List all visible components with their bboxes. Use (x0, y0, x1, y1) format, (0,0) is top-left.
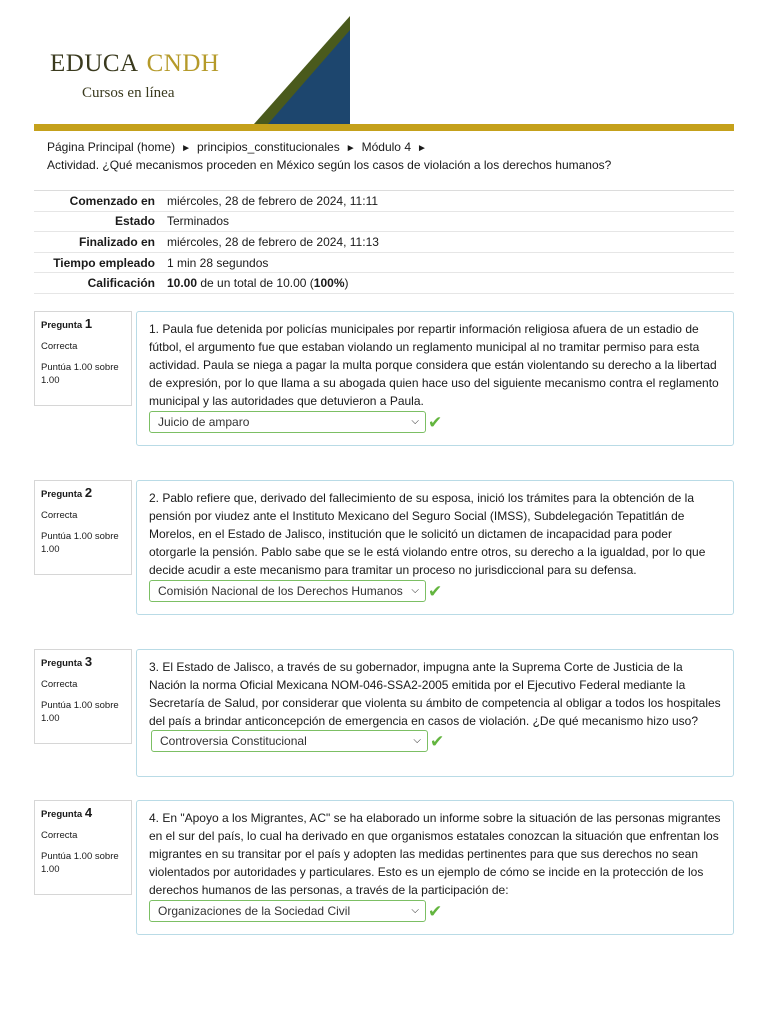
correct-check-icon: ✔ (428, 901, 443, 921)
breadcrumb-separator-icon: ► (181, 143, 191, 154)
logo-accent-text: CNDH (146, 50, 220, 77)
answer-selected-value: Juicio de amparo (158, 415, 250, 429)
question-number: 4 (84, 805, 93, 820)
summary-row-finished (34, 232, 734, 253)
question-number: 3 (84, 654, 93, 669)
question-state: Correcta (41, 341, 78, 352)
question-number: 1 (84, 316, 93, 331)
summary-label: Estado (114, 214, 155, 229)
question-text: 1. Paula fue detenida por policías municipales por repartir información religiosa afuera de un estadio de fútbol, el argumento fue que estaban violando un reglamento municipal al no tramitar permiso para esta actividad. Paula se niega a pagar la multa porque considera que están violentando su derecho a la libertad de expresión, por lo que llama a su abogada quien hace uso del siguiente mecanismo contra el reglamento municipal y las autoridades que detuvieron a Paula. (149, 322, 719, 408)
chevron-down-icon: ⌵ (411, 585, 419, 596)
question-grade: Puntúa 1.00 sobre 1.00 (41, 362, 119, 386)
question-grade: Puntúa 1.00 sobre 1.00 (41, 851, 119, 875)
answer-select[interactable] (149, 900, 426, 922)
question-label: Pregunta (41, 809, 83, 820)
question-content (136, 311, 734, 446)
question-content (136, 480, 734, 615)
answer-select[interactable] (151, 730, 428, 752)
attempt-summary-table (34, 190, 734, 294)
question-info (34, 480, 132, 575)
answer-select[interactable] (149, 580, 426, 602)
breadcrumb-separator-icon: ► (345, 143, 356, 154)
answer-selected-value: Organizaciones de la Sociedad Civil (158, 904, 351, 918)
question-info (34, 311, 132, 406)
grade-percent: 100% (313, 276, 345, 291)
chevron-down-icon: ⌵ (411, 905, 419, 916)
logo-emblem-icon (254, 16, 350, 124)
logo-main-text: EDUCA (50, 50, 139, 77)
header-divider (34, 124, 734, 131)
correct-check-icon: ✔ (428, 412, 443, 432)
question-grade: Puntúa 1.00 sobre 1.00 (41, 700, 119, 724)
question-state: Correcta (41, 679, 78, 690)
question-state: Correcta (41, 830, 78, 841)
breadcrumb-course-link[interactable]: principios_constitucionales (196, 140, 340, 154)
summary-label: Calificación (87, 276, 155, 291)
summary-value: 1 min 28 segundos (167, 255, 269, 270)
question-info (34, 800, 132, 895)
question-text: 3. El Estado de Jalisco, a través de su gobernador, impugna ante la Suprema Corte de Justicia de la Nación la norma Oficial Mexicana NOM-046-SSA2-2005 emitida por el Ejecutivo Federal mediante la Secretaría de Salud, por considerar que violenta su ámbito de competencia al obligar a todos los hospitales del país a brindar anticoncepción de emergencia en casos de violación. ¿De qué mecanismo hizo uso? (149, 660, 721, 728)
grade-score: 10.00 (167, 276, 198, 291)
question-info (34, 649, 132, 744)
summary-value: miércoles, 28 de febrero de 2024, 11:13 (167, 234, 379, 249)
question-state: Correcta (41, 510, 78, 521)
question-content (136, 649, 734, 777)
summary-value: Terminados (167, 214, 230, 229)
logo-subtitle: Cursos en línea (82, 85, 175, 101)
answer-selected-value: Controversia Constitucional (160, 734, 307, 748)
question-number: 2 (84, 485, 93, 500)
question-label: Pregunta (41, 658, 83, 669)
summary-label: Tiempo empleado (53, 255, 155, 270)
question-content (136, 800, 734, 935)
answer-selected-value: Comisión Nacional de los Derechos Humanos (158, 584, 403, 598)
chevron-down-icon: ⌵ (413, 735, 421, 746)
breadcrumb-activity-link[interactable]: Actividad. ¿Qué mecanismos proceden en México según los casos de violación a los derechos humanos? (47, 158, 612, 172)
question-text: 2. Pablo refiere que, derivado del fallecimiento de su esposa, inició los trámites para la obtención de la pensión por viudez ante el Instituto Mexicano del Seguro Social (IMSS), Subdelegación Tepatitlán de Morelos, en el Estado de Jalisco, institución que le solicitó un dictamen de incapacidad para poder otorgarle la pensión. Pablo sabe que se le está violando entre otros, su derecho a la igualdad, por lo que decide acudir a este mecanismo para tramitar un proceso no jurisdiccional para su defensa. (149, 491, 706, 577)
correct-check-icon: ✔ (428, 581, 443, 601)
chevron-down-icon: ⌵ (411, 416, 419, 427)
summary-value (167, 276, 734, 290)
logo-title[interactable] (50, 50, 219, 78)
grade-close: ) (344, 276, 349, 291)
question-text: 4. En "Apoyo a los Migrantes, AC" se ha elaborado un informe sobre la situación de las personas migrantes en el sur del país, lo cual ha derivado en que organismos estatales conozcan la situación que enfrentan los migrantes en su transitar por el país y adopten las medidas pertinentes para que sus derechos no sean violentados por autoridades y particulares. Esto es un ejemplo de cómo se incide en la protección de los derechos humanos de las personas, a través de la participación de: (149, 811, 721, 897)
answer-select[interactable] (149, 411, 426, 433)
question-grade: Puntúa 1.00 sobre 1.00 (41, 531, 119, 555)
breadcrumb-module-link[interactable]: Módulo 4 (361, 140, 411, 154)
breadcrumb (47, 139, 737, 174)
summary-label: Finalizado en (78, 234, 155, 249)
correct-check-icon: ✔ (430, 731, 445, 751)
site-header (0, 0, 768, 124)
summary-row-started (34, 191, 734, 212)
summary-row-grade (34, 273, 734, 294)
question-label: Pregunta (41, 489, 83, 500)
breadcrumb-home-link[interactable]: Página Principal (home) (47, 140, 176, 154)
breadcrumb-separator-icon: ► (417, 143, 427, 154)
question-label: Pregunta (41, 320, 83, 331)
summary-row-state (34, 212, 734, 233)
summary-row-time-taken (34, 253, 734, 274)
grade-total: de un total de 10.00 ( (197, 276, 314, 291)
summary-label: Comenzado en (69, 193, 155, 208)
summary-value: miércoles, 28 de febrero de 2024, 11:11 (167, 193, 379, 208)
